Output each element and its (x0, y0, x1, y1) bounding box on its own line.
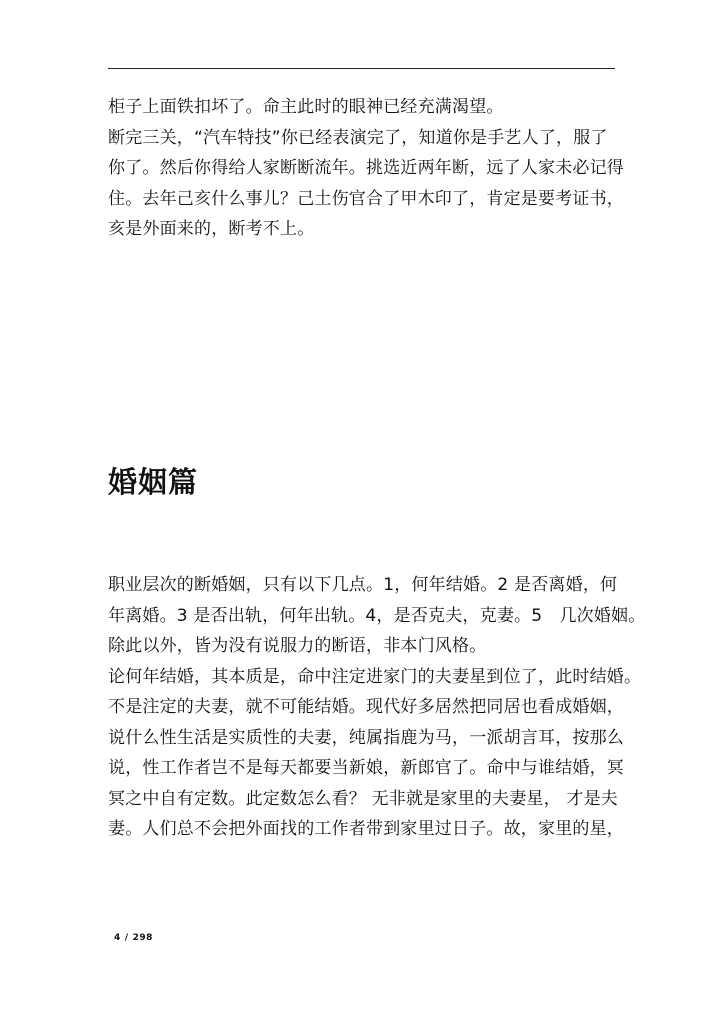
text-line: 你了。然后你得给人家断断流年。挑选近两年断，远了人家未必记得 (108, 158, 624, 178)
page-separator: / (124, 933, 129, 943)
text-line: 说什么性生活是实质性的夫妻，纯属指鹿为马，一派胡言耳，按那么 (108, 727, 624, 748)
header-divider (108, 68, 615, 69)
paragraph-block-marriage (108, 570, 646, 845)
current-page: 4 (114, 933, 121, 943)
paragraph-block-intro (108, 92, 624, 245)
text-line: 职业层次的断婚姻，只有以下几点。1，何年结婚。2 是否离婚，何 (108, 575, 618, 595)
text-line: 住。去年己亥什么事儿？己土伤官合了甲木印了，肯定是要考证书， (108, 188, 624, 209)
text-line: 除此以外，皆为没有说服力的断语，非本门风格。 (108, 636, 487, 656)
text-line: 说，性工作者岂不是每天都要当新娘，新郎官了。命中与谁结婚，冥 (108, 758, 624, 778)
text-line: 柜子上面铁扣坏了。命主此时的眼神已经充满渴望。 (108, 97, 504, 117)
text-line: 论何年结婚，其本质是，命中注定进家门的夫妻星到位了，此时结婚。 (108, 666, 642, 687)
text-line: 断完三关，“汽车特技”你已经表演完了，知道你是手艺人了，服了 (108, 127, 608, 148)
text-line: 妻。人们总不会把外面找的工作者带到家里过日子。故，家里的星， (108, 819, 624, 839)
page-number (114, 933, 153, 943)
text-line: 亥是外面来的，断考不上。 (108, 219, 315, 239)
text-line: 年离婚。3 是否出轨，何年出轨。4，是否克夫，克妻。5 几次婚姻。 (108, 605, 646, 626)
text-line: 冥之中自有定数。此定数怎么看？ 无非就是家里的夫妻星， 才是夫 (108, 788, 619, 809)
section-heading: 婚姻篇 (108, 465, 199, 499)
text-line: 不是注定的夫妻，就不可能结婚。现代好多居然把同居也看成婚姻， (108, 697, 624, 717)
total-pages: 298 (132, 933, 153, 943)
